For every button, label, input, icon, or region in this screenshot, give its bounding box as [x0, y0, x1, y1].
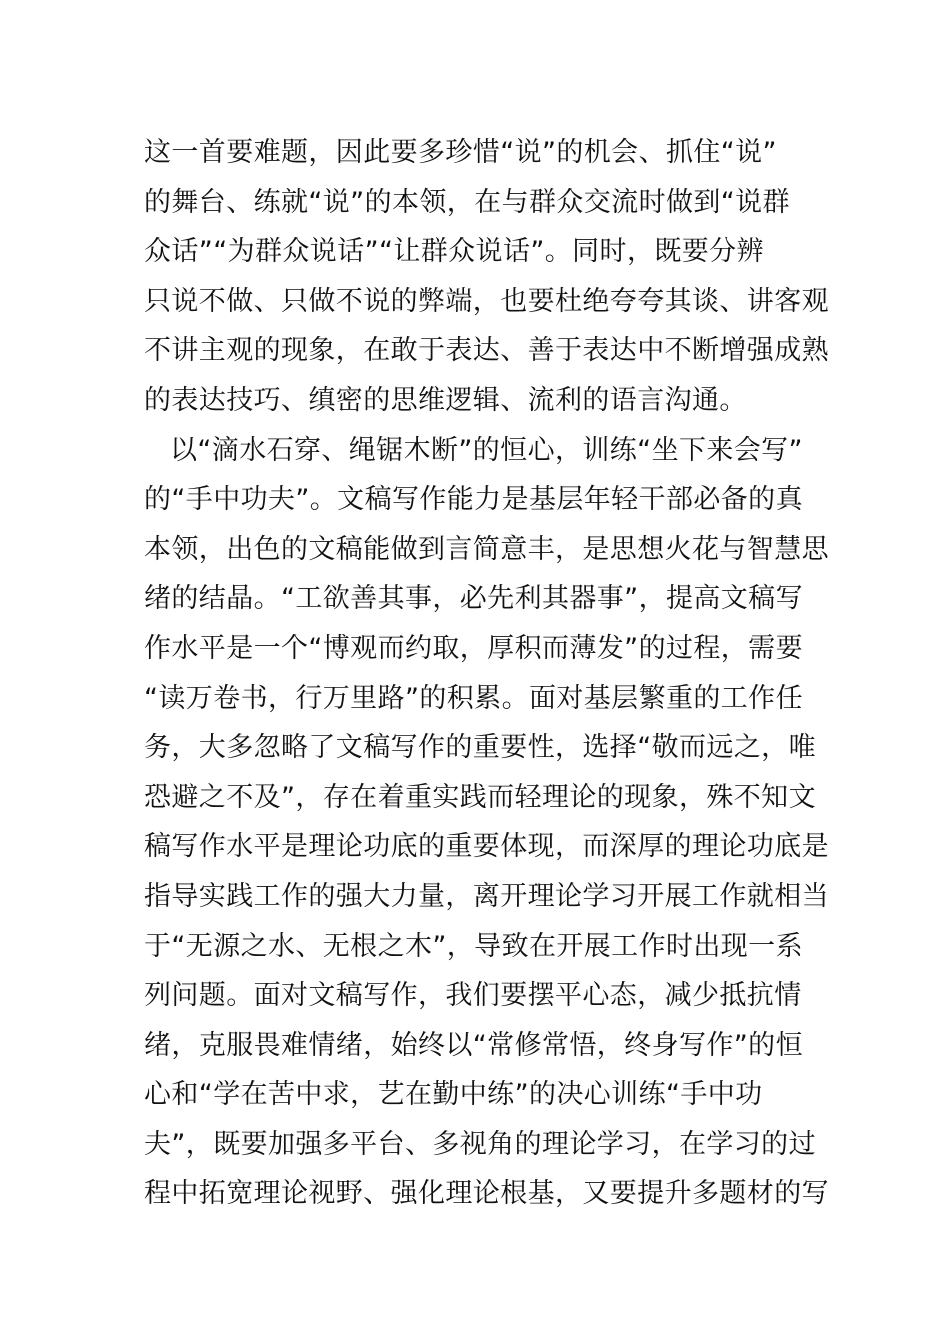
text-line-18: 列问题。面对文稿写作，我们要摆平心态，减少抵抗情: [144, 980, 802, 1012]
body-text: [144, 128, 829, 1219]
text-line-16: 指导实践工作的强大力量，离开理论学习开展工作就相当: [144, 880, 829, 912]
text-line-1: 这一首要难题，因此要多珍惜“说”的机会、抓住“说”: [144, 137, 777, 168]
text-line-13: 务，大多忽略了文稿写作的重要性，选择“敬而远之，唯: [144, 732, 816, 764]
text-line-15: 稿写作水平是理论功底的重要体现，而深厚的理论功底是: [144, 831, 829, 863]
text-line-22: 程中拓宽理论视野、强化理论根基，又要提升多题材的写: [144, 1178, 829, 1210]
text-line-11: 作水平是一个“博观而约取，厚积而薄发”的过程，需要: [144, 632, 803, 664]
text-line-19: 绪，克服畏难情绪，始终以“常修常悟，终身写作”的恒: [144, 1029, 803, 1061]
text-line-14: 恐避之不及”，存在着重实践而轻理论的现象，殊不知文: [144, 781, 816, 813]
text-line-10: 绪的结晶。“工欲善其事，必先利其器事”，提高文稿写: [144, 583, 803, 615]
text-line-2: 的舞台、练就“说”的本领，在与群众交流时做到“说群: [144, 186, 790, 218]
text-line-3: 众话”“为群众说话”“让群众说话”。同时，既要分辨: [144, 236, 764, 268]
text-line-7-paragraph-start: 以“滴水石穿、绳锯木断”的恒心，训练“坐下来会写”: [170, 434, 803, 466]
text-line-20: 心和“学在苦中求，艺在勤中练”的决心训练“手中功: [144, 1079, 763, 1111]
text-line-4: 只说不做、只做不说的弊端，也要杜绝夸夸其谈、讲客观: [144, 285, 829, 317]
text-line-8: 的“手中功夫”。文稿写作能力是基层年轻干部必备的真: [144, 484, 803, 516]
text-line-9: 本领，出色的文稿能做到言简意丰，是思想火花与智慧思: [144, 533, 829, 565]
text-line-6: 的表达技巧、缜密的思维逻辑、流利的语言沟通。: [144, 384, 747, 416]
text-line-5: 不讲主观的现象，在敢于表达、善于表达中不断增强成熟: [144, 335, 829, 367]
text-line-17: 于“无源之水、无根之木”，导致在开展工作时出现一系: [144, 930, 803, 962]
text-line-21: 夫”，既要加强多平台、多视角的理论学习，在学习的过: [144, 1128, 816, 1160]
text-line-12: “读万卷书，行万里路”的积累。面对基层繁重的工作任: [144, 682, 803, 714]
